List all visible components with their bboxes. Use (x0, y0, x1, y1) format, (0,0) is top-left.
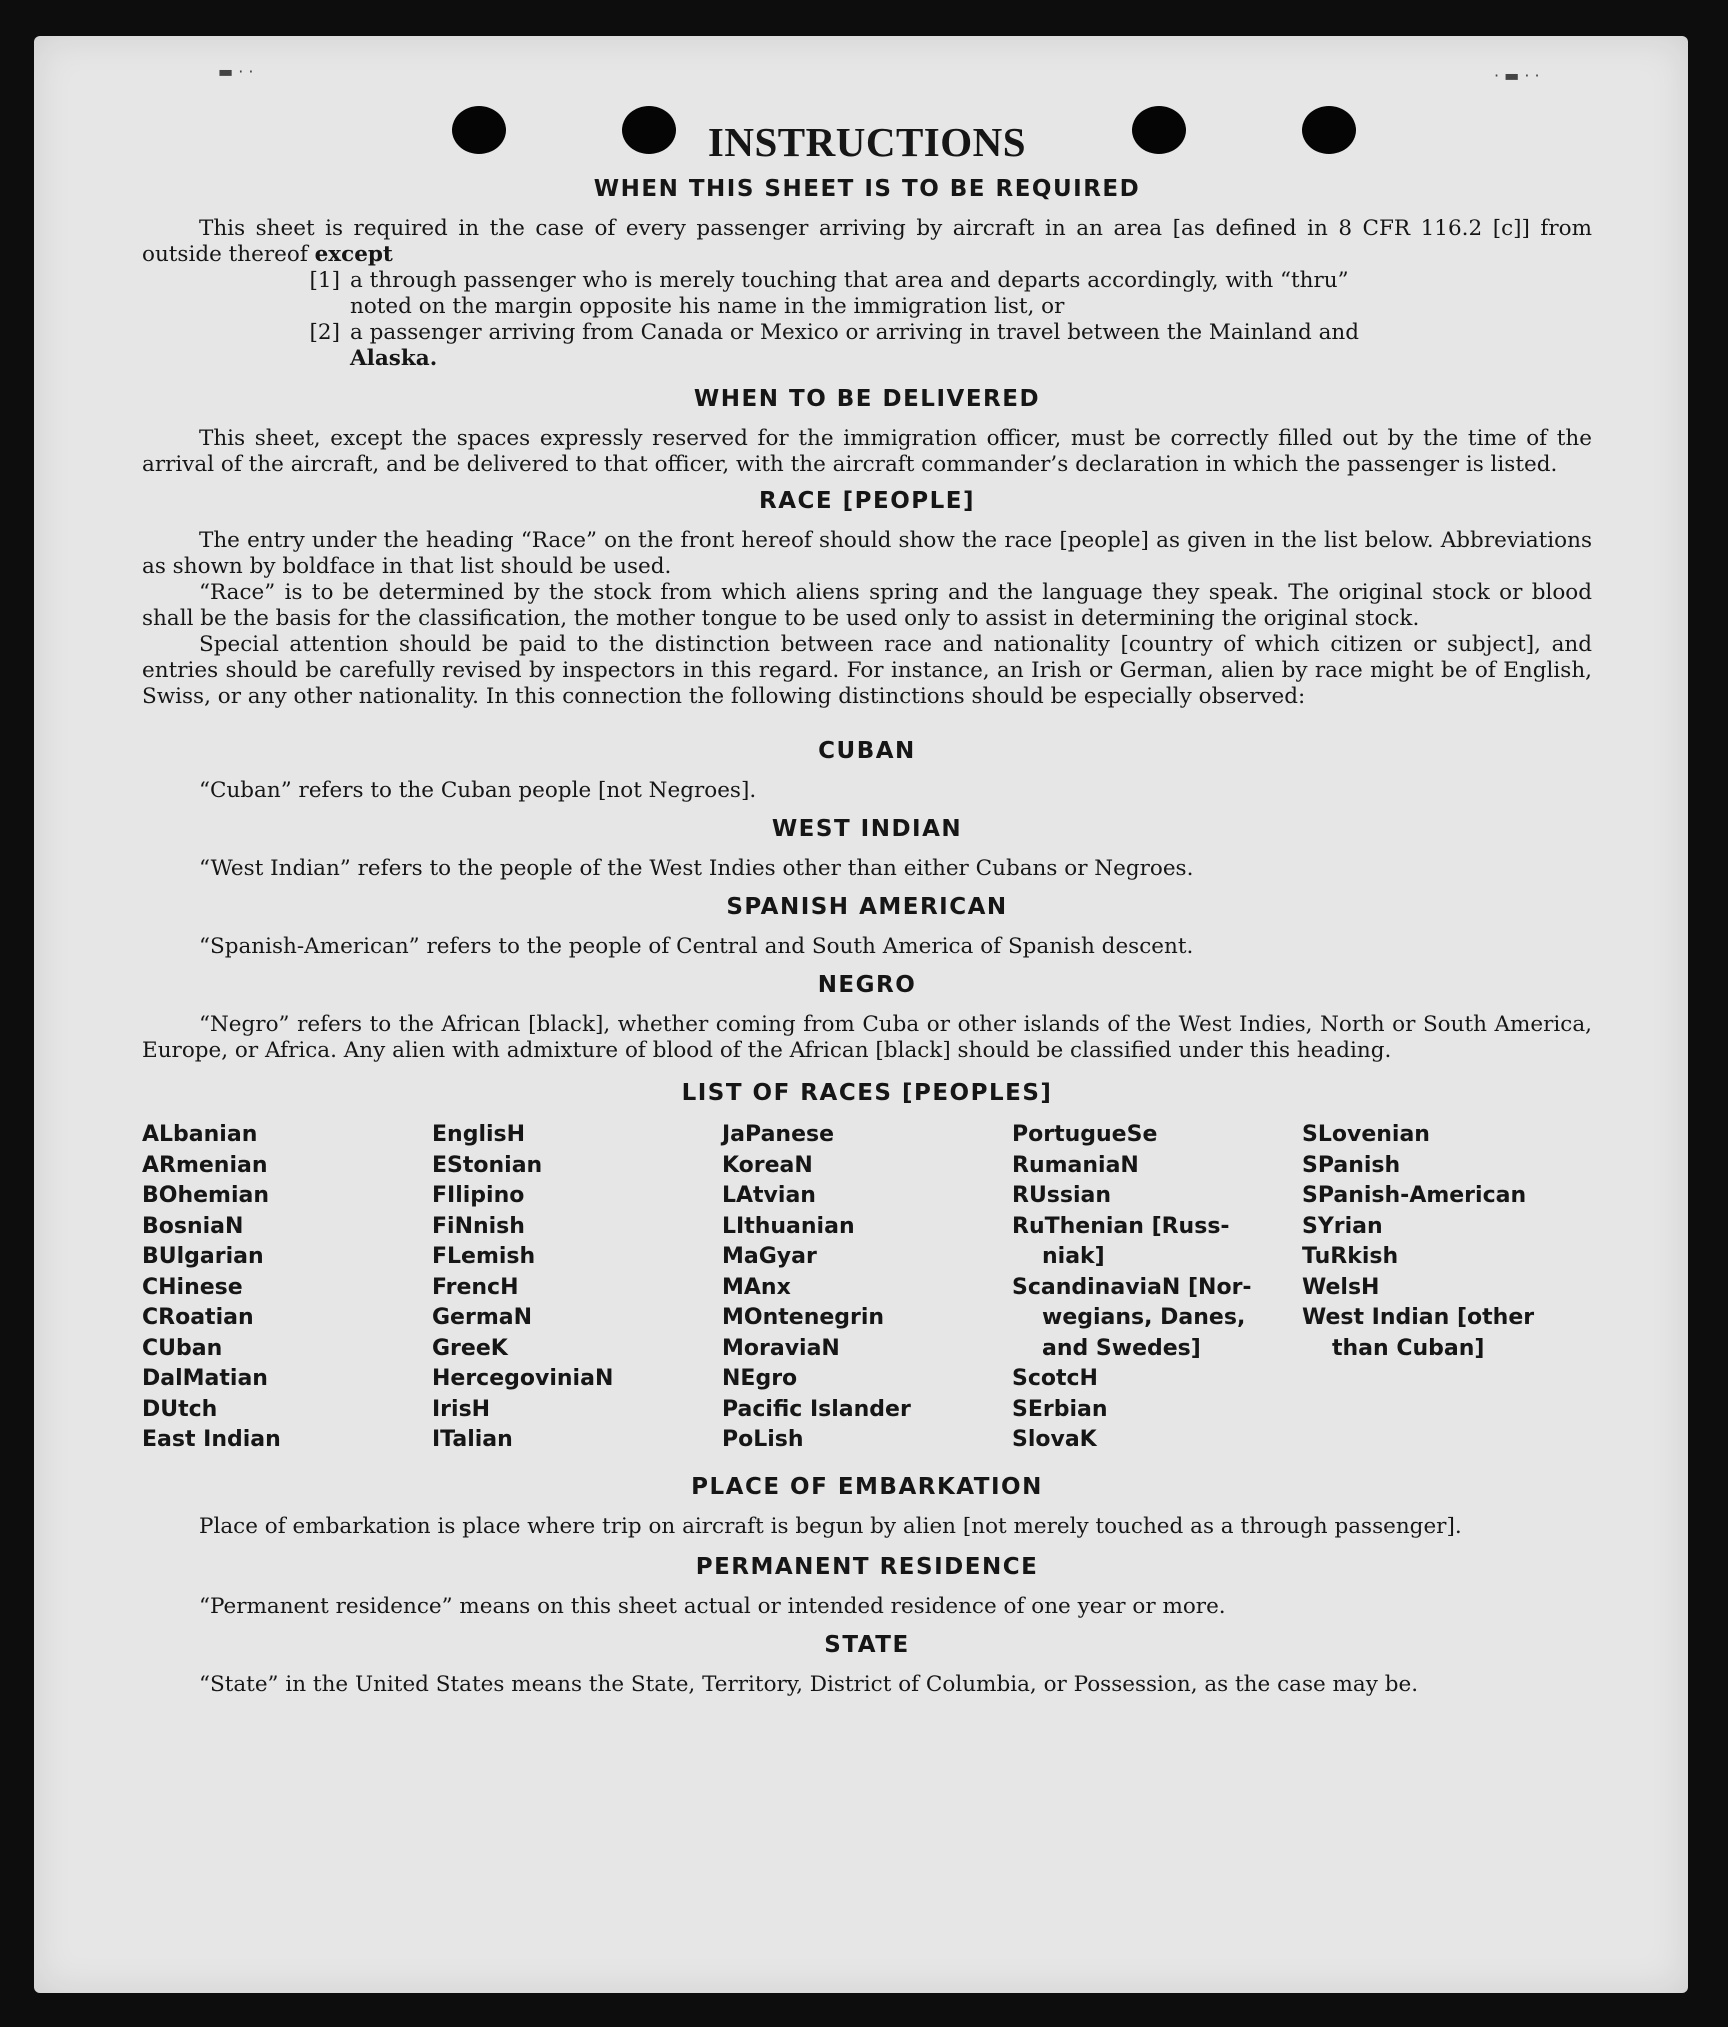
race-item: PoLish (722, 1427, 804, 1452)
race-item: NEgro (722, 1366, 798, 1391)
race-item: SLovenian (1302, 1122, 1430, 1147)
race-item: RumaniaN (1012, 1152, 1139, 1178)
race-item: DUtch (142, 1396, 218, 1422)
race-item: BosniaN (142, 1213, 244, 1239)
race-item: ScandinaviaN [Nor- (1012, 1274, 1252, 1300)
section-heading-state: STATE (824, 1631, 910, 1658)
race-item: CHinese (142, 1274, 243, 1300)
embarkation-text: Place of embarkation is place where trip on aircraft is begun by alien [not merely touched as a through passenger]. (199, 1513, 1462, 1539)
race-item: BUlgarian (142, 1244, 264, 1269)
race-paragraph: Special attention should be paid to the distinction between race and nationality [country of which citizen or subject], and entries should be carefully revised by inspectors in this regard. For instance, an Irish or German, alien by race might be of English, Swiss, or any other nationality. In this connection the following distinctions should be especially observed: (142, 632, 1592, 709)
race-item: ALbanian (142, 1122, 258, 1147)
race-item: KoreaN (722, 1152, 813, 1178)
race-column (1012, 1120, 1302, 1456)
definition-heading: CUBAN (818, 738, 916, 764)
race-column (432, 1120, 722, 1456)
race-item: SYrian (1302, 1213, 1383, 1239)
definition-heading: NEGRO (817, 972, 917, 998)
race-item: EnglisH (432, 1122, 526, 1147)
race-paragraph: The entry under the heading “Race” on the front hereof should show the race [people] as given in the list below. Abbreviations as shown by boldface in that list should be used. (142, 528, 1592, 579)
definition-heading: WEST INDIAN (771, 816, 963, 842)
race-item: DalMatian (142, 1366, 268, 1391)
race-item: ARmenian (142, 1152, 268, 1178)
race-list (142, 1120, 1592, 1456)
race-item: JaPanese (722, 1122, 835, 1147)
scan-speck: · ▬ · · (1494, 66, 1540, 85)
race-item: GreeK (432, 1335, 508, 1361)
race-item: PortugueSe (1012, 1122, 1158, 1147)
race-item: SlovaK (1012, 1427, 1097, 1452)
section-heading-races: LIST OF RACES [PEOPLES] (681, 1080, 1053, 1106)
race-item: GermaN (432, 1305, 533, 1330)
race-item: ITalian (432, 1427, 513, 1452)
race-paragraph: “Race” is to be determined by the stock from which aliens spring and the language they speak. The original stock or blood shall be the basis for the classification, the mother tongue to be used only to assist in determining the original stock. (142, 580, 1592, 631)
definition-text: “West Indian” refers to the people of the West Indies other than either Cubans or Negroes. (199, 856, 1194, 881)
race-item: LAtvian (722, 1183, 816, 1208)
section-heading-required: WHEN THIS SHEET IS TO BE REQUIRED (593, 176, 1141, 202)
exception-list (142, 268, 1592, 372)
page-title: INSTRUCTIONS (707, 119, 1027, 165)
race-item: RuThenian [Russ- (1012, 1213, 1230, 1239)
race-item: BOhemian (142, 1183, 270, 1208)
section-heading-embarkation: PLACE OF EMBARKATION (691, 1473, 1043, 1500)
race-item: IrisH (432, 1396, 491, 1422)
race-item-continued: and Swedes] (1042, 1335, 1201, 1361)
race-item: FrencH (432, 1274, 519, 1300)
exception-item: [1] a through passenger who is merely touching that area and departs accordingly, with “thru” (309, 268, 1349, 293)
race-item: MaGyar (722, 1244, 817, 1269)
race-item: CRoatian (142, 1305, 254, 1330)
instructions-content (142, 118, 1592, 1698)
race-column (722, 1120, 1012, 1456)
race-item: MOntenegrin (722, 1305, 885, 1330)
race-item: West Indian [other (1302, 1305, 1535, 1330)
delivered-text: This sheet, except the spaces expressly reserved for the immigration officer, must be correctly filled out by the time of the arrival of the aircraft, and be delivered to that officer, with the aircraft commander’s declaration in which the passenger is listed. (142, 426, 1592, 477)
definition-heading: SPANISH AMERICAN (726, 894, 1008, 920)
race-item: CUban (142, 1335, 223, 1361)
race-item: WelsH (1302, 1274, 1380, 1300)
definition-text: “Cuban” refers to the Cuban people [not Negroes]. (199, 778, 757, 803)
race-item: FLemish (432, 1244, 536, 1269)
section-heading-race: RACE [PEOPLE] (759, 488, 975, 514)
exception-item-continued: Alaska. (350, 346, 438, 371)
race-item: SPanish-American (1302, 1183, 1527, 1208)
race-item: SPanish (1302, 1152, 1401, 1178)
definition-text: “Negro” refers to the African [black], whether coming from Cuba or other islands of the West Indies, North or South America, Europe, or Africa. Any alien with admixture of blood of the African [black] should be classified under this heading. (142, 1012, 1592, 1063)
race-item: SErbian (1012, 1396, 1108, 1422)
scan-speck: ▬ · · (218, 62, 254, 81)
race-item-continued: than Cuban] (1332, 1335, 1485, 1361)
section-heading-residence: PERMANENT RESIDENCE (695, 1553, 1039, 1580)
race-column (142, 1120, 432, 1456)
race-item: HercegoviniaN (432, 1366, 614, 1391)
race-item: EStonian (432, 1152, 543, 1178)
race-item: LIthuanian (722, 1213, 855, 1239)
race-item: ScotcH (1012, 1366, 1098, 1391)
race-item-continued: niak] (1042, 1244, 1105, 1269)
race-item: FiNnish (432, 1213, 525, 1239)
race-column (1302, 1120, 1592, 1456)
race-item: MoraviaN (722, 1335, 840, 1361)
residence-text: “Permanent residence” means on this sheet actual or intended residence of one year or more. (199, 1593, 1226, 1619)
race-item: RUssian (1012, 1183, 1112, 1208)
section-heading-delivered: WHEN TO BE DELIVERED (693, 386, 1041, 412)
race-item: MAnx (722, 1274, 791, 1300)
race-item: TuRkish (1302, 1244, 1399, 1269)
race-item: FIlipino (432, 1183, 525, 1208)
race-item: East Indian (142, 1427, 281, 1452)
required-intro: This sheet is required in the case of every passenger arriving by aircraft in an area [as defined in 8 CFR 116.2 [c]] from outside thereof except (142, 216, 1592, 267)
exception-item-continued: noted on the margin opposite his name in the immigration list, or (350, 294, 1065, 319)
definition-text: “Spanish-American” refers to the people of Central and South America of Spanish descent. (199, 934, 1194, 959)
exception-item: [2] a passenger arriving from Canada or Mexico or arriving in travel between the Mainland and (309, 320, 1360, 345)
race-item: Pacific Islander (722, 1396, 911, 1422)
race-item-continued: wegians, Danes, (1042, 1305, 1246, 1330)
state-text: “State” in the United States means the State, Territory, District of Columbia, or Possession, as the case may be. (199, 1671, 1419, 1697)
